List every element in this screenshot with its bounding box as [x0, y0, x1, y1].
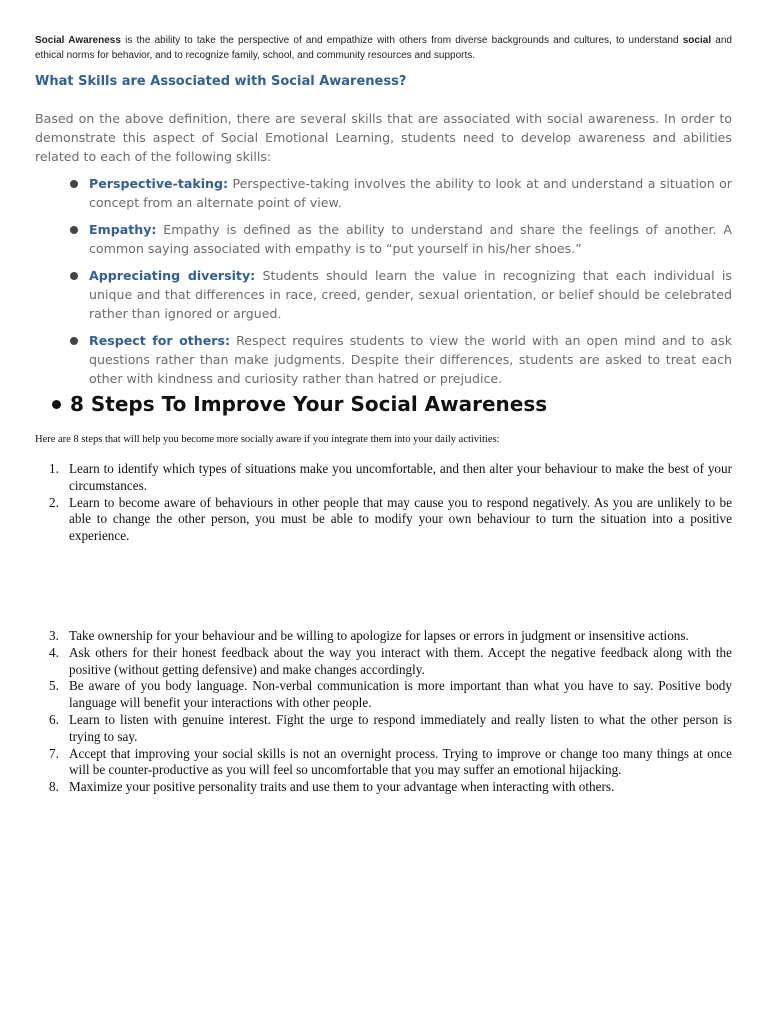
- skill-item-perspective-taking: [70, 174, 732, 212]
- step-number: 1.: [49, 461, 59, 476]
- skill-term: Respect for others:: [89, 333, 230, 348]
- step-number: 7.: [49, 745, 59, 761]
- intro-text-2: and ethical norms for behavior, and to recognize family, school, and community resources and supports.: [35, 35, 732, 61]
- step-text: Be aware of you body language. Non-verbal communication is more important than what you have to say. Positive body language will benefit your interactions with other people.: [69, 678, 732, 711]
- step-number: 8.: [49, 779, 59, 795]
- step-item: [35, 628, 732, 645]
- skill-item-empathy: [70, 220, 732, 258]
- bullet-icon: [70, 272, 78, 280]
- step-text: Accept that improving your social skills is not an overnight process. Trying to improve or change too many things at once will be counter-productive as you will feel so uncomfortable that you may suffer an emotional hijacking.: [69, 745, 732, 778]
- step-text: Learn to become aware of behaviours in other people that may cause you to respond negatively. As you are unlikely to be able to change the other person, you must be able to modify your own behaviour to turn the situation into a positive experience.: [69, 494, 732, 544]
- step-text: Learn to listen with genuine interest. Fight the urge to respond immediately and really listen to what the other person is trying to say.: [69, 711, 732, 744]
- definition-paragraph: Based on the above definition, there are several skills that are associated with social awareness. In order to demonstrate this aspect of Social Emotional Learning, students need to develop awareness and abilities related to each of the following skills:: [35, 111, 732, 164]
- step-number: 2.: [49, 494, 59, 510]
- bullet-icon: [52, 400, 61, 409]
- step-item: [35, 495, 732, 545]
- steps-heading: [52, 392, 547, 416]
- step-item: [35, 746, 732, 780]
- skill-item-appreciating-diversity: [70, 266, 732, 323]
- step-text: Take ownership for your behaviour and be willing to apologize for lapses or errors in judgment or insensitive actions.: [69, 628, 689, 643]
- skills-list: [70, 174, 732, 396]
- step-number: 6.: [49, 711, 59, 727]
- skill-item-respect-for-others: [70, 331, 732, 388]
- intro-term: Social Awareness: [35, 35, 121, 46]
- bullet-icon: [70, 180, 78, 188]
- step-text: Learn to identify which types of situations make you uncomfortable, and then alter your behaviour to make the best of your circumstances.: [69, 461, 732, 493]
- step-item: [35, 779, 732, 796]
- step-number: 5.: [49, 678, 59, 694]
- skill-term: Appreciating diversity:: [89, 268, 256, 283]
- skill-term: Perspective-taking:: [89, 176, 229, 191]
- step-text: Maximize your positive personality traits and use them to your advantage when interacting with others.: [69, 779, 615, 795]
- step-number: 4.: [49, 644, 59, 660]
- step-text: Ask others for their honest feedback about the way you interact with them. Accept the negative feedback along with the positive (without getting defensive) and make changes accordingly.: [69, 644, 732, 677]
- intro-paragraph: [35, 33, 732, 63]
- steps-list-part-1: [35, 461, 732, 545]
- step-item: [35, 461, 732, 495]
- skill-text: Empathy is defined as the ability to understand and share the feelings of another. A common saying associated with empathy is to “put yourself in his/her shoes.”: [89, 222, 732, 256]
- steps-list-part-2: [35, 628, 732, 796]
- skill-text: Students should learn the value in recognizing that each individual is unique and that differences in race, creed, gender, sexual orientation, or belief should be celebrated rather than ignored or argued.: [89, 268, 732, 321]
- intro-bold-word: social: [682, 35, 712, 46]
- steps-intro: Here are 8 steps that will help you become more socially aware if you integrate them into your daily activities:: [35, 434, 500, 445]
- steps-heading-text: 8 Steps To Improve Your Social Awareness: [70, 392, 548, 416]
- skill-text: Perspective-taking involves the ability to look at and understand a situation or concept from an alternate point of view.: [89, 176, 732, 210]
- step-number: 3.: [49, 628, 59, 643]
- step-item: [35, 712, 732, 746]
- step-item: [35, 645, 732, 679]
- step-item: [35, 678, 732, 712]
- bullet-icon: [70, 226, 78, 234]
- skill-text: Respect requires students to view the world with an open mind and to ask questions rather than make judgments. Despite their differences, students are asked to treat each other with kindness and curiosity rather than hatred or prejudice.: [89, 333, 732, 386]
- section-question-heading: What Skills are Associated with Social Awareness?: [35, 74, 407, 89]
- skill-term: Empathy:: [89, 222, 157, 237]
- intro-text-1: is the ability to take the perspective of and empathize with others from diverse backgrounds and cultures, to understand: [120, 35, 683, 46]
- bullet-icon: [70, 337, 78, 345]
